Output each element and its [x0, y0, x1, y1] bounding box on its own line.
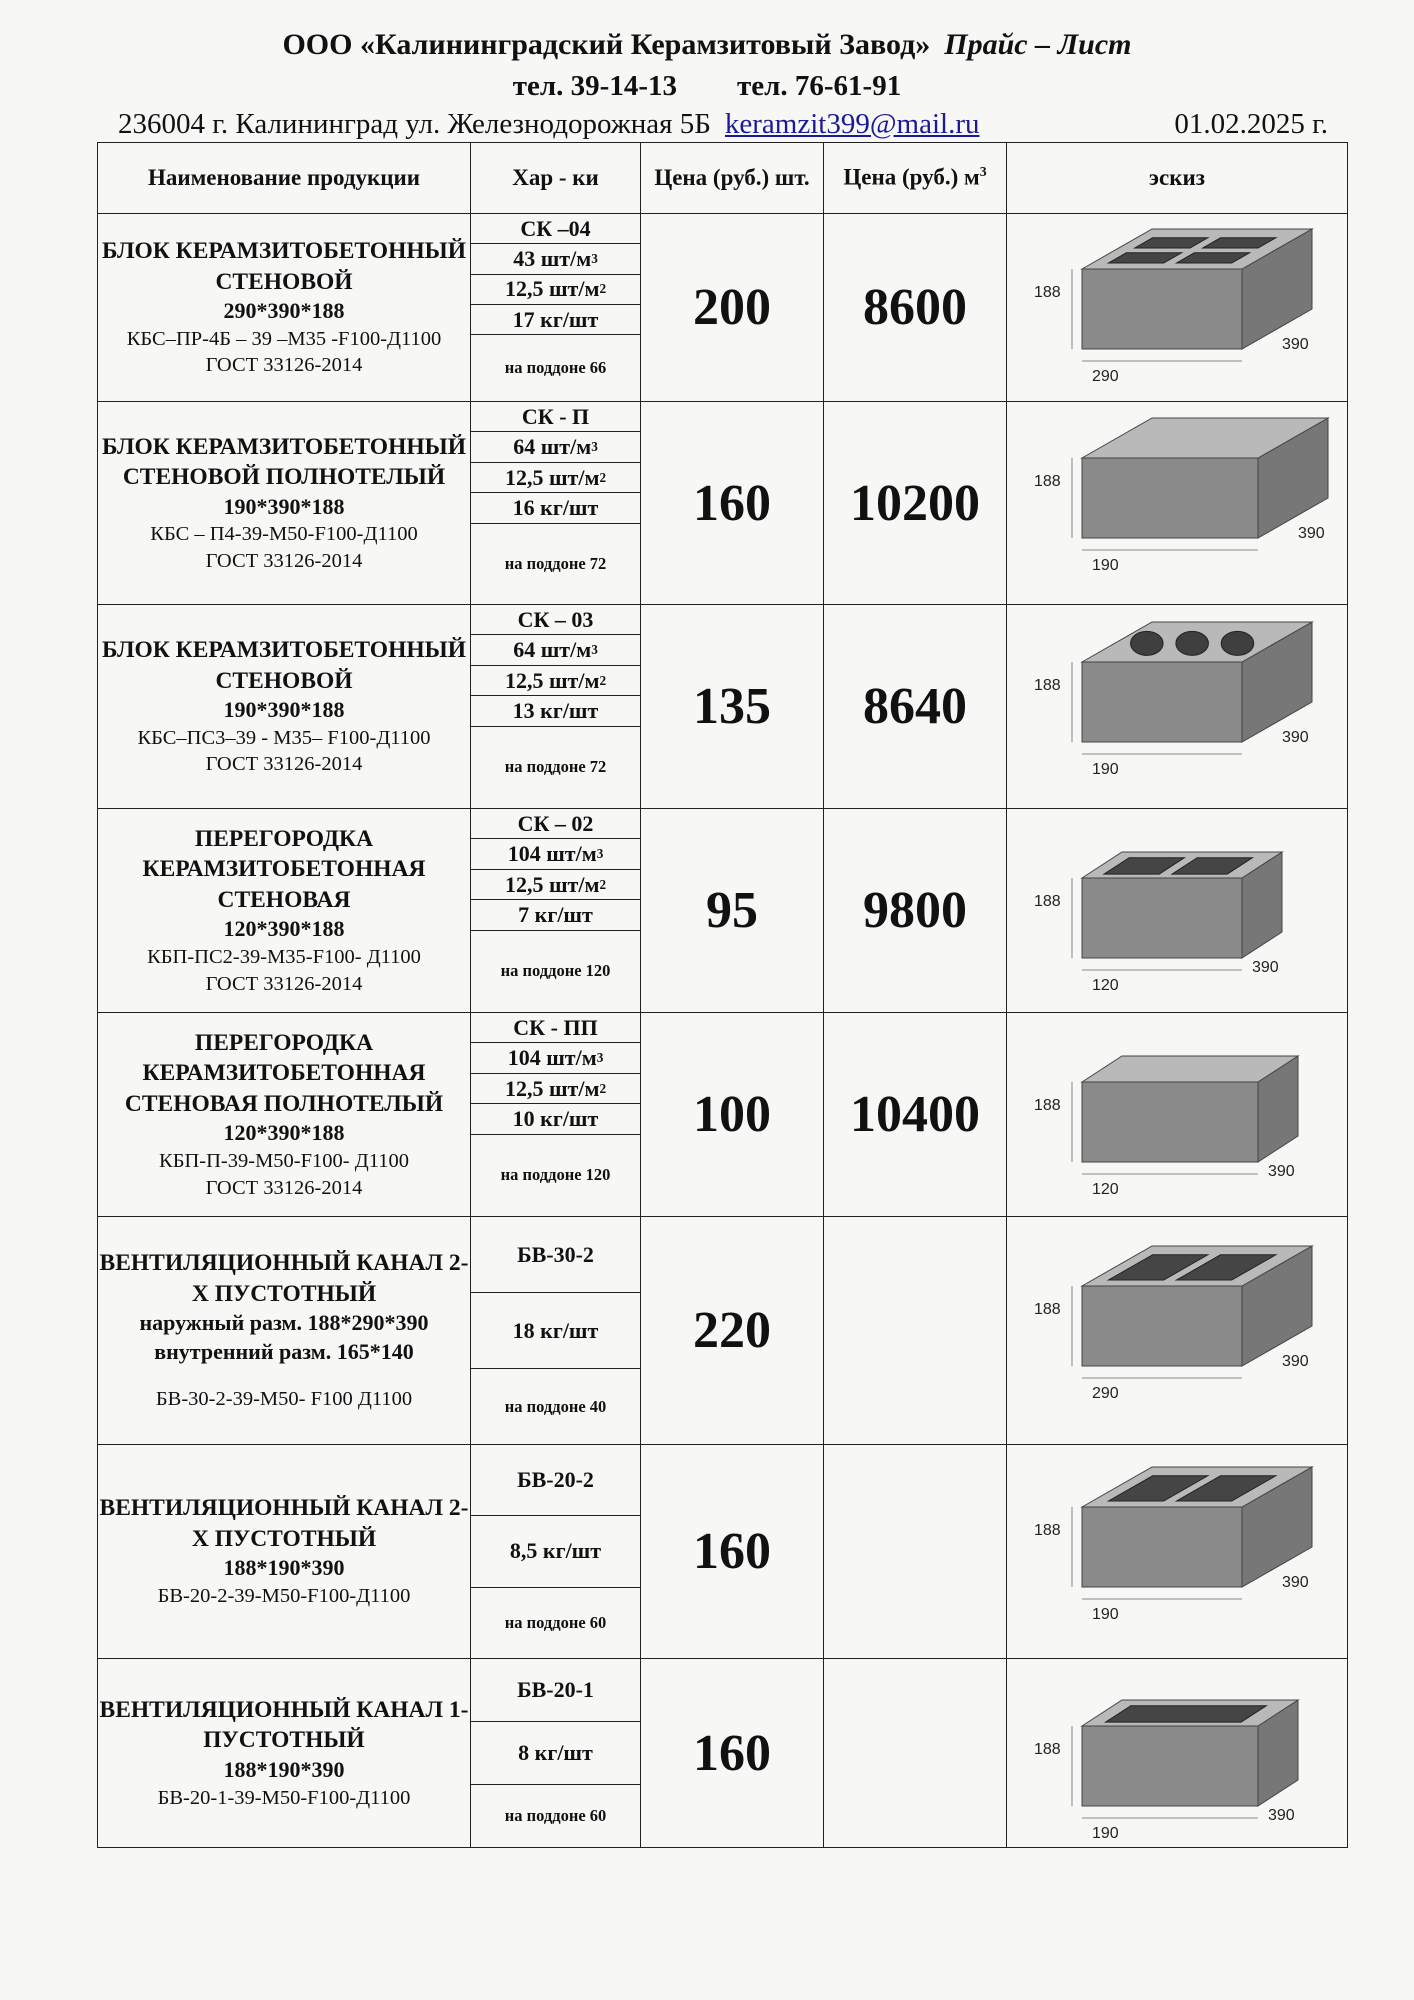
table-header-row	[98, 143, 1348, 214]
chars-model: СК - ПП	[471, 1013, 640, 1043]
product-size: наружный разм. 188*290*390 внутренний разм. 165*140	[139, 1310, 429, 1364]
chars-model: СК – 02	[471, 809, 640, 839]
sketch-label-length: 390	[1282, 1573, 1309, 1591]
chars-pallet: на поддоне 72	[504, 553, 607, 573]
table-row	[98, 1445, 1348, 1659]
product-sketch-cell	[1007, 809, 1348, 1013]
sketch-front-face	[1082, 269, 1242, 349]
phones-line	[0, 70, 1414, 103]
price-per-unit: 200	[641, 214, 824, 402]
chars-list	[471, 1217, 640, 1444]
sketch-hole	[1131, 631, 1164, 655]
product-code: КБС–ПР-4Б – 39 –М35 -F100-Д1100	[126, 327, 442, 350]
spacer	[98, 1366, 470, 1386]
product-name-cell	[98, 402, 471, 605]
product-title: БЛОК КЕРАМЗИТОБЕТОННЫЙ СТЕНОВОЙ	[102, 238, 466, 295]
product-name-cell	[98, 1217, 471, 1445]
chars-list	[471, 1445, 640, 1658]
sketch-hole	[1221, 631, 1254, 655]
chars-item: 12,5 шт/м 2	[471, 275, 640, 305]
chars-item: 8,5 кг/шт	[471, 1516, 640, 1587]
product-sketch-cell	[1007, 605, 1348, 809]
product-chars-cell	[471, 809, 641, 1013]
sketch-label-width: 190	[1092, 557, 1119, 574]
chars-model: СК –04	[471, 214, 640, 244]
table-row	[98, 214, 1348, 402]
product-size: 188*190*390	[223, 1555, 345, 1581]
chars-item: 12,5 шт/м 2	[471, 463, 640, 493]
sketch-label-width: 190	[1092, 760, 1119, 778]
product-sketch-cell	[1007, 1659, 1348, 1848]
chars-item: 104 шт/м 3	[471, 839, 640, 869]
vent-1-hollow-icon	[1007, 1664, 1347, 1842]
address: 236004 г. Калининград ул. Железнодорожная 5Б	[118, 108, 711, 140]
address-line	[118, 108, 1328, 141]
product-code: КБП-ПС2-39-М35-F100- Д1100	[147, 945, 421, 968]
partition-solid-icon	[1007, 1020, 1347, 1210]
chars-item: 12,5 шт/м 2	[471, 666, 640, 696]
sketch-front-face	[1082, 1507, 1242, 1587]
product-code: КБС – П4-39-М50-F100-Д1100	[150, 523, 418, 546]
product-chars-cell	[471, 1659, 641, 1848]
product-title: ПЕРЕГОРОДКА КЕРАМЗИТОБЕТОННАЯ СТЕНОВАЯ	[142, 825, 426, 913]
chars-item: 43 шт/м 3	[471, 244, 640, 274]
product-title: ВЕНТИЛЯЦИОННЫЙ КАНАЛ 1- ПУСТОТНЫЙ	[99, 1696, 469, 1754]
product-name-cell	[98, 809, 471, 1013]
product-name-cell	[98, 214, 471, 402]
email-link[interactable]: keramzit399@mail.ru	[724, 108, 980, 140]
sketch-front-face	[1082, 662, 1242, 742]
price-per-unit: 135	[641, 605, 824, 809]
block-solid-icon	[1007, 408, 1347, 598]
product-size: 190*390*188	[223, 493, 345, 519]
price-per-m3: 8600	[824, 214, 1007, 402]
chars-pallet: на поддоне 120	[500, 961, 611, 981]
product-chars-cell	[471, 1217, 641, 1445]
sketch-label-length: 390	[1268, 1162, 1295, 1180]
sketch-label-height: 188	[1034, 1300, 1061, 1318]
vent-2-hollow-small-icon	[1007, 1457, 1347, 1647]
sketch-label-height: 188	[1034, 1741, 1061, 1758]
sketch-label-height: 188	[1034, 1096, 1061, 1114]
col-header-price-unit: Цена (руб.) шт.	[641, 143, 824, 214]
sketch-label-length: 390	[1282, 336, 1309, 353]
company-name: ООО «Калининградский Керамзитовый Завод»	[282, 28, 931, 61]
product-size: 190*390*188	[223, 697, 345, 723]
chars-item: 7 кг/шт	[471, 900, 640, 930]
table-row	[98, 605, 1348, 809]
sketch-label-height: 188	[1034, 473, 1061, 490]
product-sketch-cell	[1007, 402, 1348, 605]
partition-2-hollow-icon	[1007, 816, 1347, 1006]
product-title: БЛОК КЕРАМЗИТОБЕТОННЫЙ СТЕНОВОЙ ПОЛНОТЕЛЫЙ	[102, 433, 466, 491]
vent-2-hollow-icon	[1007, 1236, 1347, 1426]
chars-item: 17 кг/шт	[471, 305, 640, 335]
product-sketch-cell	[1007, 214, 1348, 402]
sketch-label-length: 390	[1252, 958, 1279, 976]
chars-model: СК – 03	[471, 605, 640, 635]
chars-pallet: на поддоне 66	[504, 358, 607, 378]
sketch-label-width: 190	[1092, 1605, 1119, 1623]
product-code: БВ-20-2-39-М50-F100-Д1100	[157, 1585, 411, 1608]
chars-list	[471, 605, 640, 808]
sketch-front-face	[1082, 1286, 1242, 1366]
product-code: КБС–ПС3–39 - М35– F100-Д1100	[137, 726, 431, 749]
chars-item: 10 кг/шт	[471, 1104, 640, 1134]
product-chars-cell	[471, 1445, 641, 1659]
sketch-label-height: 188	[1034, 892, 1061, 910]
product-title: ВЕНТИЛЯЦИОННЫЙ КАНАЛ 2-Х ПУСТОТНЫЙ	[99, 1250, 469, 1307]
chars-pallet: на поддоне 120	[500, 1165, 611, 1185]
sketch-label-width: 120	[1092, 976, 1119, 994]
price-per-unit: 160	[641, 1445, 824, 1659]
phone-1: тел. 39-14-13	[512, 70, 677, 102]
product-chars-cell	[471, 605, 641, 809]
chars-item: 104 шт/м 3	[471, 1043, 640, 1073]
table-row	[98, 402, 1348, 605]
chars-list	[471, 1013, 640, 1216]
price-per-unit: 95	[641, 809, 824, 1013]
chars-pallet: на поддоне 60	[504, 1806, 607, 1825]
col-header-price-m3	[824, 143, 1007, 214]
sketch-label-length: 390	[1268, 1807, 1295, 1824]
price-date: 01.02.2025 г.	[1174, 108, 1328, 140]
product-name-cell	[98, 1445, 471, 1659]
block-4-hollow-icon	[1007, 219, 1347, 396]
product-title: БЛОК КЕРАМЗИТОБЕТОННЫЙ СТЕНОВОЙ	[102, 637, 466, 694]
product-gost: ГОСТ 33126-2014	[205, 753, 363, 776]
sketch-label-width: 290	[1092, 368, 1119, 385]
price-per-m3: 10400	[824, 1013, 1007, 1217]
chars-item: 13 кг/шт	[471, 696, 640, 726]
product-sketch-cell	[1007, 1445, 1348, 1659]
chars-item: 12,5 шт/м 2	[471, 870, 640, 900]
chars-item: 18 кг/шт	[471, 1293, 640, 1369]
product-gost: ГОСТ 33126-2014	[205, 1176, 363, 1199]
product-gost: ГОСТ 33126-2014	[205, 972, 363, 995]
sketch-front-face	[1082, 1726, 1258, 1806]
price-per-unit: 160	[641, 1659, 824, 1848]
product-size: 120*390*188	[223, 916, 345, 942]
col-header-chars: Хар - ки	[471, 143, 641, 214]
price-per-unit: 160	[641, 402, 824, 605]
sketch-label-width: 120	[1092, 1180, 1119, 1198]
phone-2: тел. 76-61-91	[737, 70, 902, 102]
sketch-label-height: 188	[1034, 676, 1061, 694]
table-row	[98, 1217, 1348, 1445]
chars-model: БВ-30-2	[471, 1217, 640, 1293]
col-header-sketch: эскиз	[1007, 143, 1348, 214]
chars-item: 64 шт/м 3	[471, 432, 640, 462]
product-sketch-cell	[1007, 1013, 1348, 1217]
sketch-label-length: 390	[1282, 1352, 1309, 1370]
price-per-m3	[824, 1217, 1007, 1445]
col-header-name: Наименование продукции	[98, 143, 471, 214]
price-per-unit: 220	[641, 1217, 824, 1445]
col-header-price-m3-text: Цена (руб.) м	[843, 165, 980, 191]
product-code: БВ-30-2-39-М50- F100 Д1100	[155, 1388, 413, 1411]
price-table	[97, 142, 1348, 1848]
sketch-label-height: 188	[1034, 284, 1061, 301]
sketch-label-width: 190	[1092, 1825, 1119, 1842]
sketch-label-width: 290	[1092, 1384, 1119, 1402]
price-per-unit: 100	[641, 1013, 824, 1217]
chars-list	[471, 214, 640, 401]
sketch-front-face	[1082, 458, 1258, 538]
product-title: ВЕНТИЛЯЦИОННЫЙ КАНАЛ 2-Х ПУСТОТНЫЙ	[99, 1495, 469, 1552]
chars-item: 8 кг/шт	[471, 1722, 640, 1785]
block-3-round-hollow-icon	[1007, 612, 1347, 802]
sketch-hole	[1106, 1706, 1267, 1722]
product-size: 120*390*188	[223, 1120, 345, 1146]
price-per-m3: 8640	[824, 605, 1007, 809]
chars-item: 16 кг/шт	[471, 493, 640, 523]
chars-pallet: на поддоне 60	[504, 1612, 607, 1632]
product-gost: ГОСТ 33126-2014	[205, 549, 363, 572]
chars-item: 64 шт/м 3	[471, 635, 640, 665]
price-per-m3	[824, 1659, 1007, 1848]
product-gost: ГОСТ 33126-2014	[205, 354, 363, 377]
product-chars-cell	[471, 214, 641, 402]
product-name-cell	[98, 1659, 471, 1848]
product-chars-cell	[471, 402, 641, 605]
company-line	[0, 28, 1414, 62]
sketch-front-face	[1082, 878, 1242, 958]
price-per-m3	[824, 1445, 1007, 1659]
product-name-cell	[98, 605, 471, 809]
sketch-hole	[1176, 631, 1209, 655]
chars-list	[471, 402, 640, 604]
sketch-label-length: 390	[1282, 728, 1309, 746]
chars-model: БВ-20-2	[471, 1445, 640, 1516]
chars-model: СК - П	[471, 402, 640, 432]
product-name-cell	[98, 1013, 471, 1217]
table-row	[98, 1659, 1348, 1848]
product-code: БВ-20-1-39-М50-F100-Д1100	[157, 1786, 411, 1809]
price-per-m3: 10200	[824, 402, 1007, 605]
table-row	[98, 809, 1348, 1013]
product-size: 290*390*188	[223, 298, 345, 324]
product-title: ПЕРЕГОРОДКА КЕРАМЗИТОБЕТОННАЯ СТЕНОВАЯ ПОЛНОТЕЛЫЙ	[124, 1029, 444, 1117]
col-header-price-m3-sup: 3	[979, 164, 987, 180]
document-type: Прайс – Лист	[944, 28, 1132, 61]
price-per-m3: 9800	[824, 809, 1007, 1013]
product-chars-cell	[471, 1013, 641, 1217]
sketch-label-length: 390	[1298, 525, 1325, 542]
table-body	[98, 214, 1348, 1848]
chars-pallet: на поддоне 40	[504, 1396, 607, 1416]
chars-model: БВ-20-1	[471, 1659, 640, 1722]
product-code: КБП-П-39-М50-F100- Д1100	[159, 1149, 409, 1172]
sketch-front-face	[1082, 1082, 1258, 1162]
table-row	[98, 1013, 1348, 1217]
product-sketch-cell	[1007, 1217, 1348, 1445]
chars-item: 12,5 шт/м 2	[471, 1074, 640, 1104]
sketch-label-height: 188	[1034, 1521, 1061, 1539]
product-size: 188*190*390	[223, 1756, 345, 1782]
chars-list	[471, 809, 640, 1012]
chars-pallet: на поддоне 72	[504, 757, 607, 777]
chars-list	[471, 1659, 640, 1847]
